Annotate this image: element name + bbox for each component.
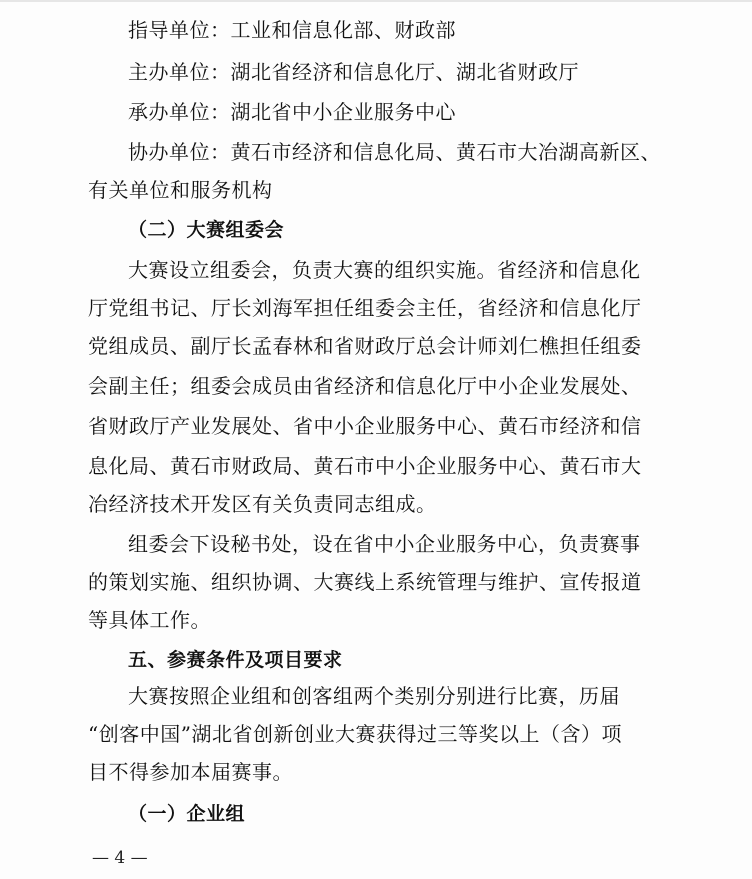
organizer-unit-line: 承办单位：湖北省中小企业服务中心 bbox=[128, 100, 456, 124]
co-organizer-line: 协办单位：黄石市经济和信息化局、黄石市大冶湖高新区、 bbox=[128, 140, 661, 164]
paragraph-line: 等具体工作。 bbox=[88, 608, 211, 632]
section-heading-committee: （二）大赛组委会 bbox=[128, 219, 285, 241]
page-number: — 4 — bbox=[92, 848, 148, 868]
section-heading-enterprise-group: （一）企业组 bbox=[128, 803, 246, 825]
paragraph-line: 的策划实施、组织协调、大赛线上系统管理与维护、宣传报道 bbox=[88, 570, 642, 594]
guiding-unit-line: 指导单位：工业和信息化部、财政部 bbox=[128, 18, 456, 42]
paragraph-line: 冶经济技术开发区有关负责同志组成。 bbox=[88, 492, 437, 516]
paragraph-line: 会副主任；组委会成员由省经济和信息化厅中小企业发展处、 bbox=[88, 374, 642, 398]
paragraph-line: 省财政厅产业发展处、省中小企业服务中心、黄石市经济和信 bbox=[88, 414, 642, 438]
paragraph-line: 党组成员、副厅长孟春林和省财政厅总会计师刘仁樵担任组委 bbox=[88, 334, 642, 358]
paragraph-line: 大赛按照企业组和创客组两个类别分别进行比赛，历届 bbox=[128, 684, 620, 708]
paragraph-line: 大赛设立组委会，负责大赛的组织实施。省经济和信息化 bbox=[128, 258, 641, 282]
paragraph-line: 息化局、黄石市财政局、黄石市中小企业服务中心、黄石市大 bbox=[88, 454, 642, 478]
paragraph-line: 厅党组书记、厅长刘海军担任组委会主任，省经济和信息化厅 bbox=[88, 296, 642, 320]
paragraph-line: 目不得参加本届赛事。 bbox=[88, 760, 293, 784]
paragraph-line: 组委会下设秘书处，设在省中小企业服务中心，负责赛事 bbox=[128, 532, 641, 556]
co-organizer-line-cont: 有关单位和服务机构 bbox=[88, 178, 273, 202]
paragraph-line: “创客中国”湖北省创新创业大赛获得过三等奖以上（含）项 bbox=[88, 722, 622, 746]
section-heading-requirements: 五、参赛条件及项目要求 bbox=[128, 649, 343, 671]
page-edge bbox=[0, 0, 752, 2]
host-unit-line: 主办单位：湖北省经济和信息化厅、湖北省财政厅 bbox=[128, 60, 579, 84]
